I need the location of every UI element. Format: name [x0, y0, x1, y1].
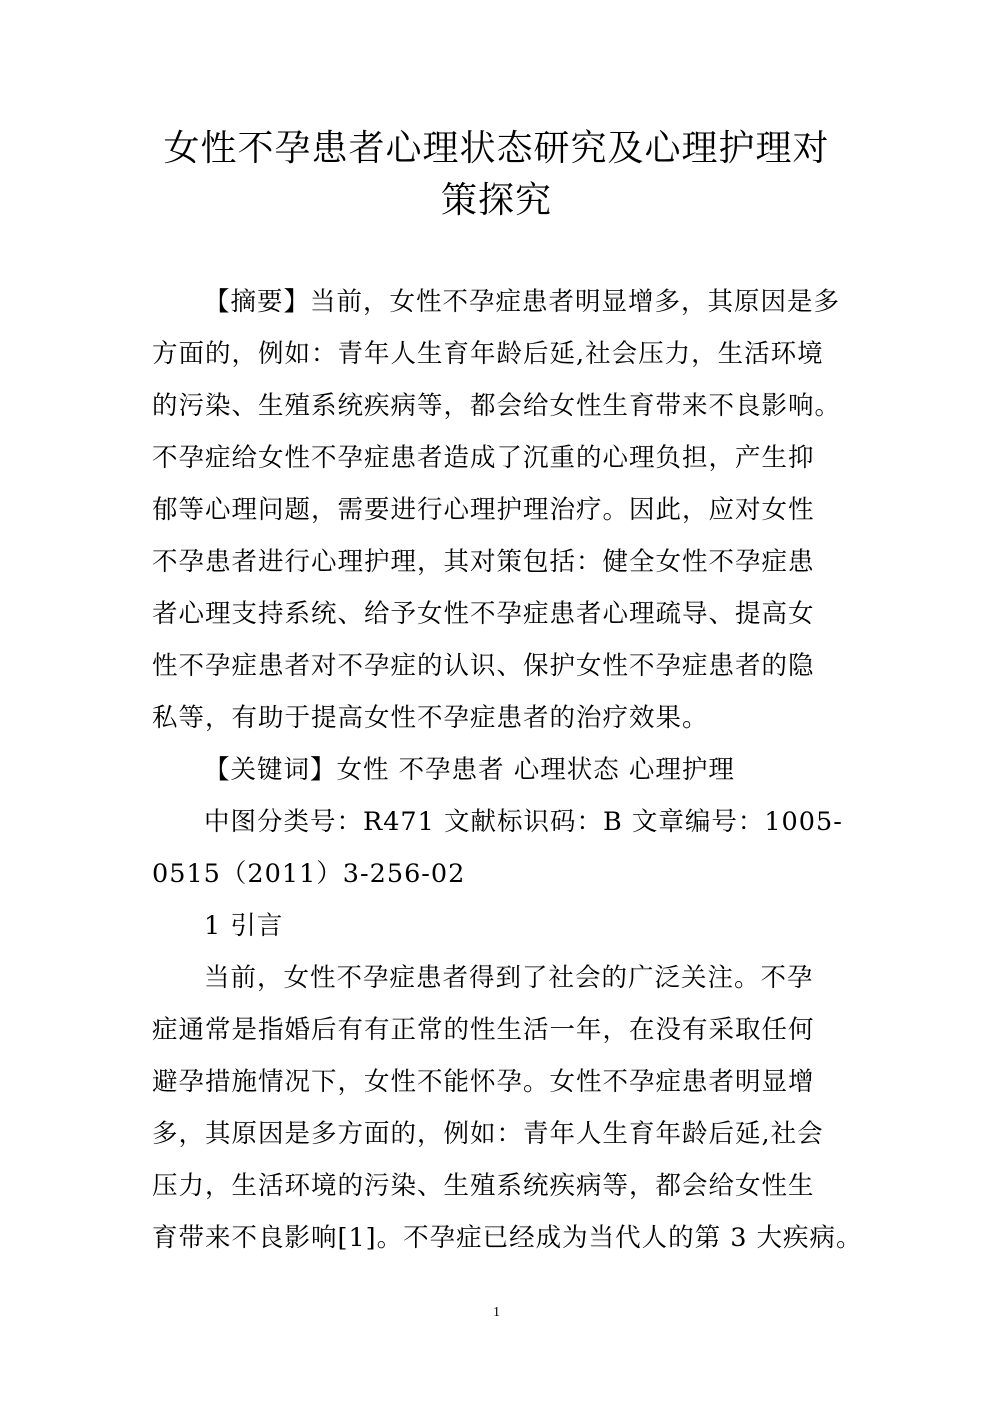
document-title-line-1: 女性不孕患者心理状态研究及心理护理对: [163, 128, 830, 169]
document-title-line-2: 策探究: [440, 180, 552, 221]
abstract-line: 性不孕症患者对不孕症的认识、保护女性不孕症患者的隐: [152, 651, 815, 681]
body-paragraph-line: 多，其原因是多方面的，例如：青年人生育年龄后延,社会: [152, 1119, 824, 1149]
abstract-line: 私等，有助于提高女性不孕症患者的治疗效果。: [152, 703, 709, 733]
classification-line: 中图分类号：R471 文献标识码：B 文章编号：1005-: [204, 807, 843, 837]
body-paragraph-line: 避孕措施情况下，女性不能怀孕。女性不孕症患者明显增: [152, 1067, 815, 1097]
section-heading: 1 引言: [204, 911, 284, 941]
body-paragraph-line: 育带来不良影响[1]。不孕症已经成为当代人的第 3 大疾病。: [152, 1223, 863, 1253]
abstract-line: 者心理支持系统、给予女性不孕症患者心理疏导、提高女: [152, 599, 815, 629]
abstract-line: 方面的，例如：青年人生育年龄后延,社会压力，生活环境: [152, 339, 824, 369]
keywords-line: 【关键词】女性 不孕患者 心理状态 心理护理: [204, 755, 735, 785]
abstract-line: 的污染、生殖系统疾病等，都会给女性生育带来不良影响。: [152, 391, 842, 421]
body-paragraph-line: 压力，生活环境的污染、生殖系统疾病等，都会给女性生: [152, 1171, 815, 1201]
body-paragraph-line: 当前，女性不孕症患者得到了社会的广泛关注。不孕: [204, 963, 814, 993]
abstract-line: 不孕患者进行心理护理，其对策包括：健全女性不孕症患: [152, 547, 815, 577]
body-paragraph-line: 症通常是指婚后有有正常的性生活一年，在没有采取任何: [152, 1015, 815, 1045]
classification-line: 0515（2011）3-256-02: [152, 859, 466, 889]
abstract-line: 【摘要】当前，女性不孕症患者明显增多，其原因是多: [204, 287, 841, 317]
abstract-line: 郁等心理问题，需要进行心理护理治疗。因此，应对女性: [152, 495, 815, 525]
page-number: 1: [493, 1305, 500, 1320]
abstract-line: 不孕症给女性不孕症患者造成了沉重的心理负担，产生抑: [152, 443, 815, 473]
